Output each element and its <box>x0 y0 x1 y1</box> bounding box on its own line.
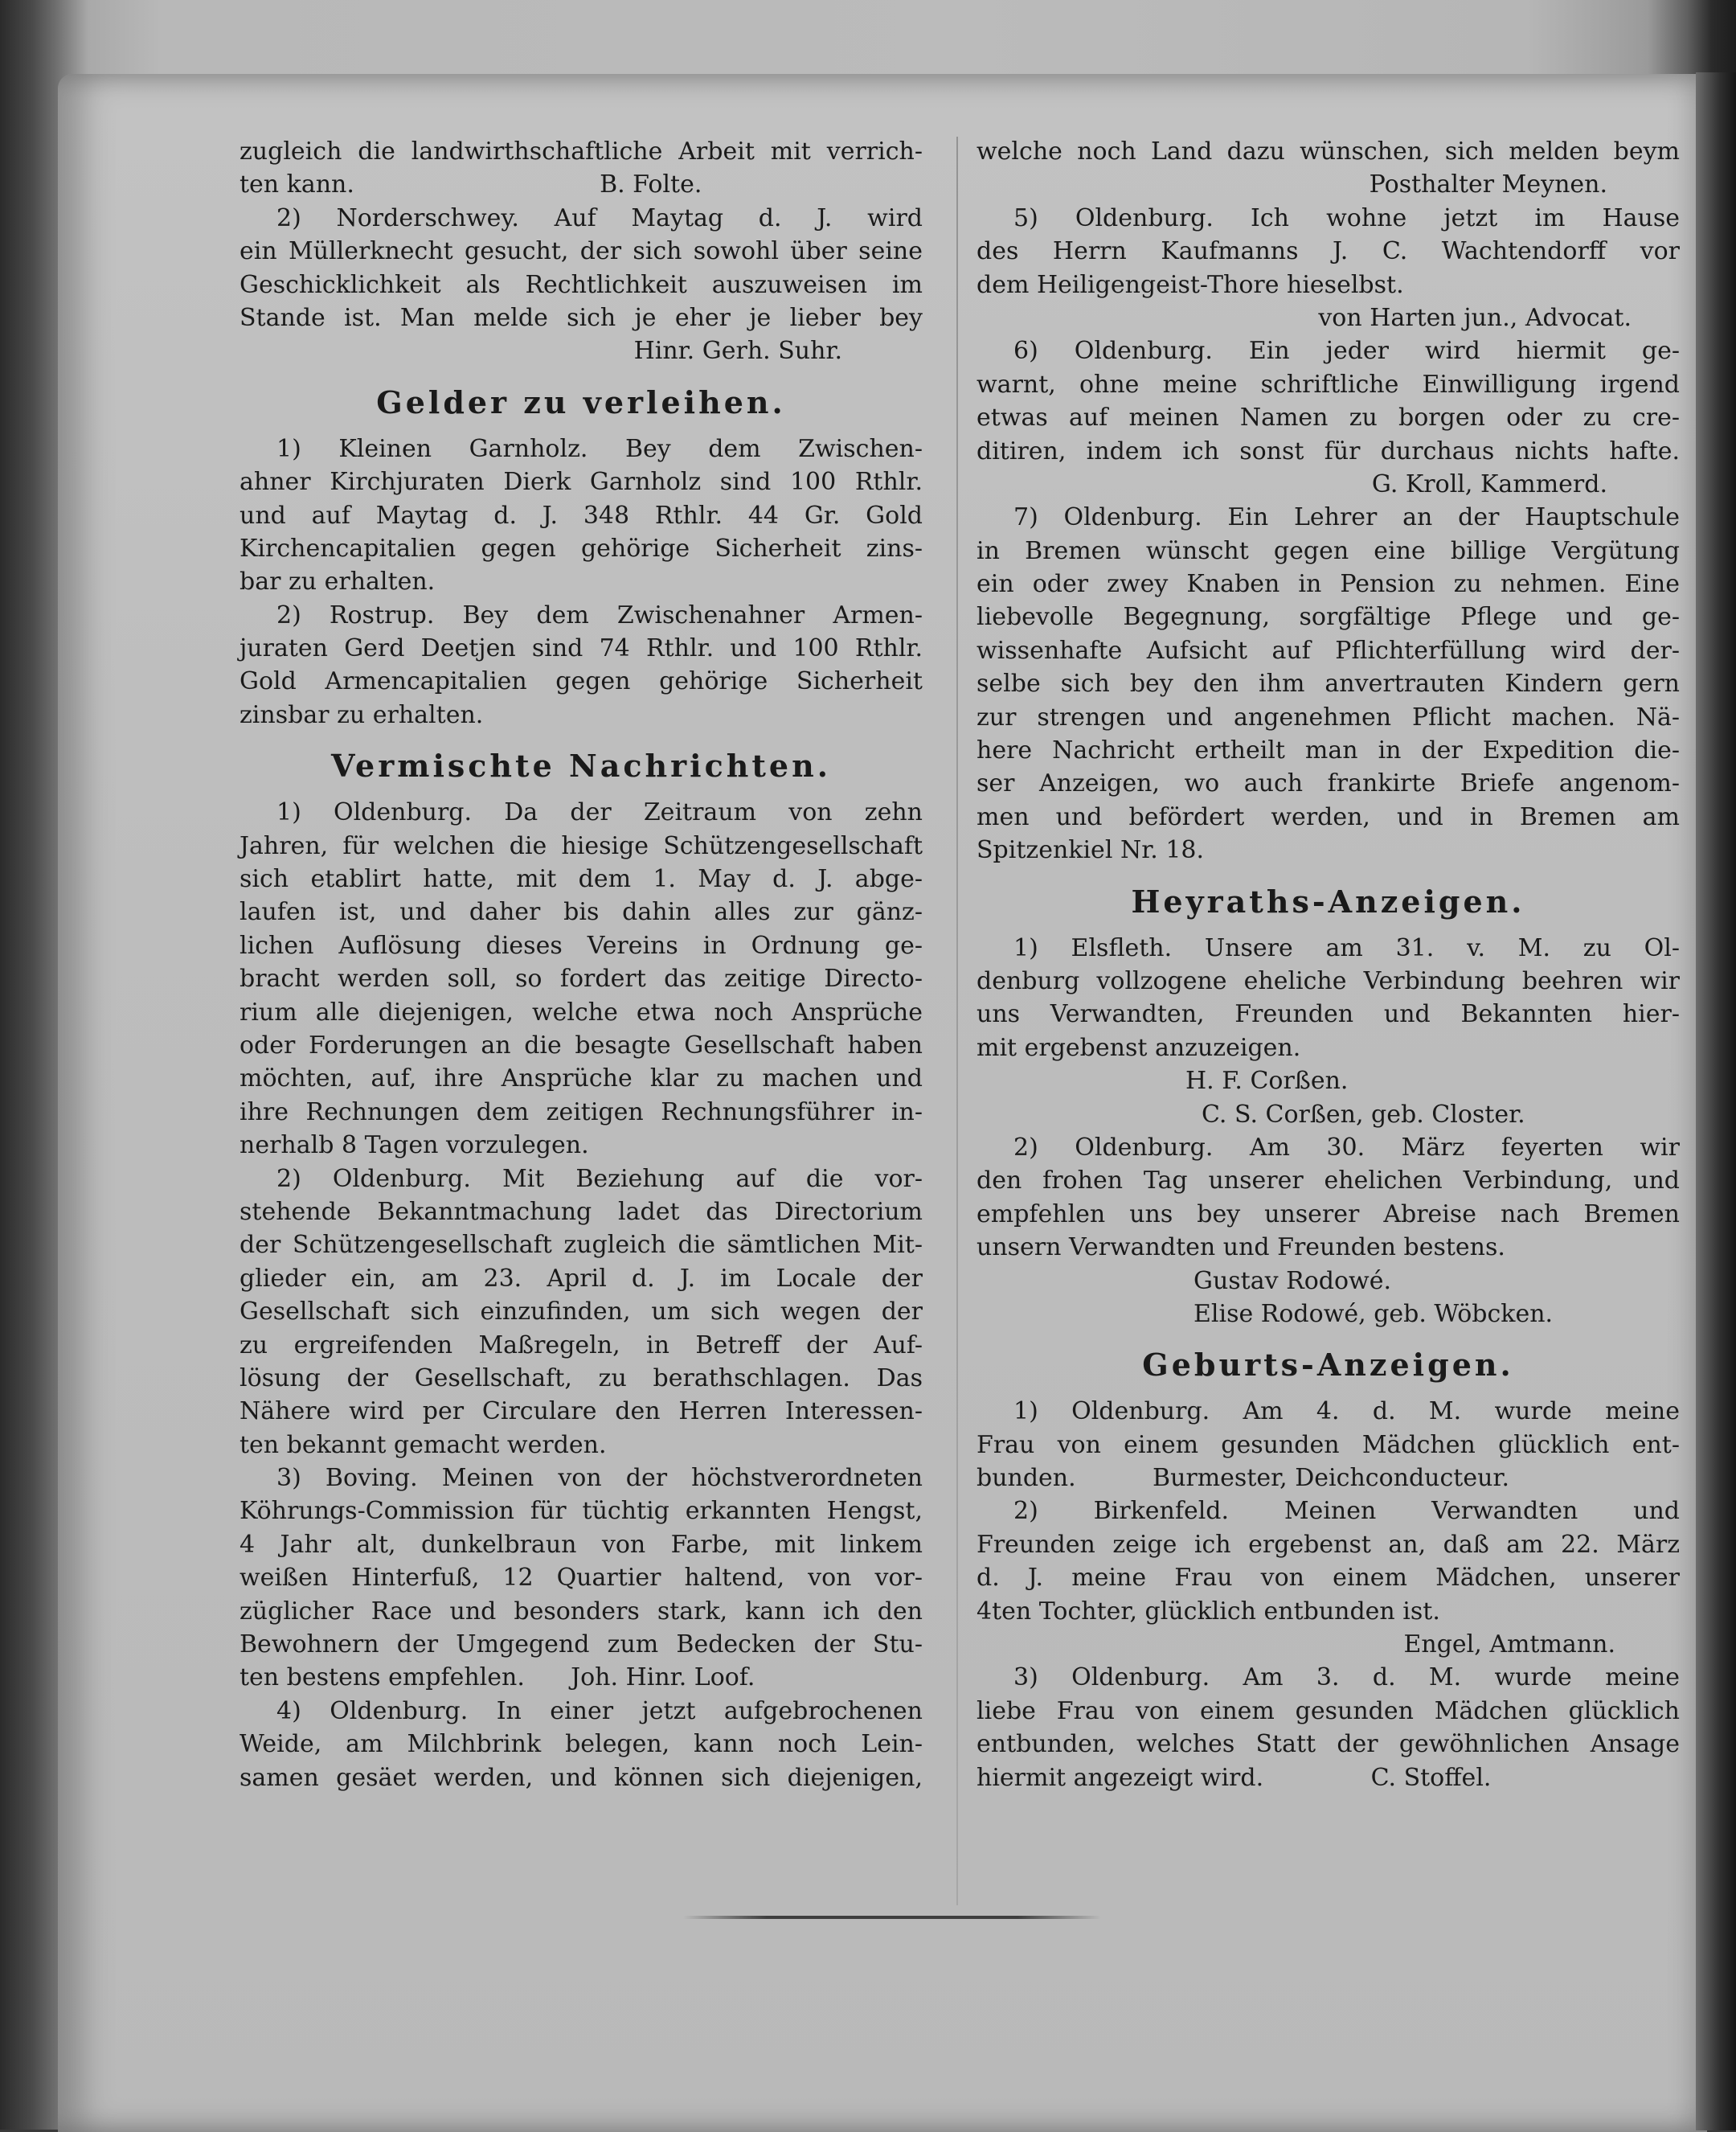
text-line: welche noch Land dazu wünschen, sich melden beym <box>976 137 1680 166</box>
text-line: ihre Rechnungen dem zeitigen Rechnungsführer in- <box>240 1097 923 1126</box>
text-line: entbunden, welches Statt der gewöhnlichen Ansage <box>976 1730 1680 1759</box>
text-line: etwas auf meinen Namen zu borgen oder zu cre- <box>976 404 1680 433</box>
text-line: züglicher Race und besonders stark, kann ich den <box>240 1597 923 1626</box>
text-line: lichen Auflösung dieses Vereins in Ordnung ge- <box>240 931 923 960</box>
text-line: rium alle diejenigen, welche etwa noch Ansprüche <box>240 998 923 1027</box>
text-line: Köhrungs-Commission für tüchtig erkannten Hengst, <box>240 1497 923 1526</box>
text-line: 1) Kleinen Garnholz. Bey dem Zwischen- <box>276 434 923 463</box>
text-line: d. J. meine Frau von einem Mädchen, unserer <box>976 1564 1680 1593</box>
text-line: ahner Kirchjuraten Dierk Garnholz sind 100 Rthlr. <box>240 468 923 497</box>
text-line: 3) Oldenburg. Am 3. d. M. wurde meine <box>1013 1663 1680 1692</box>
text-line: samen gesäet werden, und können sich diejenigen, <box>240 1763 923 1792</box>
text-line: wissenhafte Aufsicht auf Pflichterfüllung wird der- <box>976 636 1680 665</box>
text-line: glieder ein, am 23. April d. J. im Locale der <box>240 1264 923 1293</box>
text-line: hiermit angezeigt wird. C. Stoffel. <box>976 1763 1492 1792</box>
text-line: weißen Hinterfuß, 12 Quartier haltend, von vor- <box>240 1564 923 1593</box>
text-line: bunden. Burmester, Deichconducteur. <box>976 1464 1510 1493</box>
signature-line: G. Kroll, Kammerd. <box>1371 469 1607 498</box>
section-heading-vermischte: Vermischte Nachrichten. <box>331 748 831 785</box>
text-line: 2) Oldenburg. Mit Beziehung auf die vor- <box>276 1164 923 1193</box>
text-line: 1) Oldenburg. Am 4. d. M. wurde meine <box>1013 1397 1680 1426</box>
signature-line: Gustav Rodowé. <box>1194 1266 1391 1295</box>
text-line: 2) Rostrup. Bey dem Zwischenahner Armen- <box>276 601 923 629</box>
text-line: here Nachricht ertheilt man in der Expedition die- <box>976 736 1680 765</box>
text-line: uns Verwandten, Freunden und Bekannten hier- <box>976 1000 1680 1029</box>
signature-line: H. F. Corßen. <box>1185 1067 1349 1096</box>
text-line: Gold Armencapitalien gegen gehörige Sicherheit <box>240 667 923 696</box>
text-line: 3) Boving. Meinen von der höchstverordneten <box>276 1464 923 1493</box>
text-line: und auf Maytag d. J. 348 Rthlr. 44 Gr. Gold <box>240 501 923 530</box>
text-line: ein Müllerknecht gesucht, der sich sowohl über seine <box>240 237 923 266</box>
text-line: bar zu erhalten. <box>240 568 436 597</box>
text-line: Kirchencapitalien gegen gehörige Sicherheit zins- <box>240 534 923 563</box>
text-line: der Schützengesellschaft zugleich die sämtlichen Mit- <box>240 1231 923 1260</box>
text-line: Geschicklichkeit als Rechtlichkeit auszuweisen im <box>240 270 923 299</box>
text-line: oder Forderungen an die besagte Gesellschaft haben <box>240 1031 923 1060</box>
text-line: in Bremen wünscht gegen eine billige Vergütung <box>976 536 1680 565</box>
text-line: dem Heiligengeist-Thore hieselbst. <box>976 270 1404 299</box>
text-line: zur strengen und angenehmen Pflicht machen. Nä- <box>976 703 1680 732</box>
text-line: laufen ist, und daher bis dahin alles zur gänz- <box>240 898 923 927</box>
text-line: zugleich die landwirthschaftliche Arbeit mit verrich- <box>240 137 923 166</box>
text-line: ten bekannt gemacht werden. <box>240 1430 607 1459</box>
text-line: liebevolle Begegnung, sorgfältige Pflege und ge- <box>976 603 1680 632</box>
section-heading-geburts: Geburts-Anzeigen. <box>1142 1347 1514 1384</box>
signature-line: Posthalter Meynen. <box>1369 170 1607 199</box>
text-line: ditiren, indem ich sonst für durchaus nichts hafte. <box>976 437 1680 465</box>
end-rule-divider <box>683 1916 1101 1919</box>
text-line: mit ergebenst anzuzeigen. <box>976 1033 1301 1062</box>
text-line: des Herrn Kaufmanns J. C. Wachtendorff vor <box>976 237 1680 266</box>
text-line: Bewohnern der Umgegend zum Bedecken der Stu- <box>240 1630 923 1659</box>
text-line: Gesellschaft sich einzufinden, um sich wegen der <box>240 1298 923 1326</box>
text-line: 2) Oldenburg. Am 30. März feyerten wir <box>1013 1133 1680 1162</box>
signature-line: C. S. Corßen, geb. Closter. <box>1202 1100 1525 1129</box>
column-divider <box>956 137 958 1905</box>
text-line: stehende Bekanntmachung ladet das Directorium <box>240 1197 923 1226</box>
text-line: juraten Gerd Deetjen sind 74 Rthlr. und 100 Rthlr. <box>240 634 923 663</box>
text-line: ten kann. B. Folte. <box>240 170 702 199</box>
text-line: 2) Norderschwey. Auf Maytag d. J. wird <box>276 203 923 232</box>
text-line: lösung der Gesellschaft, zu berathschlagen. Das <box>240 1363 923 1392</box>
text-line: zinsbar zu erhalten. <box>240 700 484 729</box>
text-line: Weide, am Milchbrink belegen, kann noch Lein- <box>240 1730 923 1759</box>
text-line: 4) Oldenburg. In einer jetzt aufgebrochenen <box>276 1696 923 1725</box>
text-line: sich etablirt hatte, mit dem 1. May d. J. abge- <box>240 865 923 894</box>
text-line: 1) Elsfleth. Unsere am 31. v. M. zu Ol- <box>1013 933 1680 962</box>
text-line: 1) Oldenburg. Da der Zeitraum von zehn <box>276 798 923 827</box>
text-line: 2) Birkenfeld. Meinen Verwandten und <box>1013 1497 1680 1526</box>
text-line: nerhalb 8 Tagen vorzulegen. <box>240 1131 589 1160</box>
signature-line: von Harten jun., Advocat. <box>1318 303 1632 332</box>
text-line: 6) Oldenburg. Ein jeder wird hiermit ge- <box>1013 337 1680 366</box>
text-line: Stande ist. Man melde sich je eher je lieber bey <box>240 303 923 332</box>
text-line: Nähere wird per Circulare den Herren Interessen- <box>240 1397 923 1426</box>
text-line: 5) Oldenburg. Ich wohne jetzt im Hause <box>1013 203 1680 232</box>
text-line: Frau von einem gesunden Mädchen glücklich ent- <box>976 1430 1680 1459</box>
signature-line: Elise Rodowé, geb. Wöbcken. <box>1194 1299 1554 1328</box>
text-line: bracht werden soll, so fordert das zeitige Directo- <box>240 965 923 994</box>
text-line: denburg vollzogene eheliche Verbindung beehren wir <box>976 966 1680 995</box>
text-line: 4 Jahr alt, dunkelbraun von Farbe, mit linkem <box>240 1530 923 1559</box>
text-line: liebe Frau von einem gesunden Mädchen glücklich <box>976 1696 1680 1725</box>
text-line: ser Anzeigen, wo auch frankirte Briefe angenom- <box>976 769 1680 798</box>
text-line: Spitzenkiel Nr. 18. <box>976 836 1205 865</box>
text-line: ten bestens empfehlen. Joh. Hinr. Loof. <box>240 1663 755 1692</box>
page-gutter-shadow <box>1696 72 1736 2130</box>
text-line: möchten, auf, ihre Ansprüche klar zu machen und <box>240 1064 923 1093</box>
section-heading-heyraths: Heyraths-Anzeigen. <box>1131 883 1525 920</box>
left-column <box>240 135 923 1794</box>
signature-line: Hinr. Gerh. Suhr. <box>633 337 842 366</box>
text-line: empfehlen uns bey unserer Abreise nach Bremen <box>976 1199 1680 1228</box>
text-line: 4ten Tochter, glücklich entbunden ist. <box>976 1597 1440 1626</box>
text-line: warnt, ohne meine schriftliche Einwilligung irgend <box>976 370 1680 399</box>
right-column <box>976 135 1680 1794</box>
text-line: 7) Oldenburg. Ein Lehrer an der Hauptschule <box>1013 503 1680 532</box>
text-line: ein oder zwey Knaben in Pension zu nehmen. Eine <box>976 570 1680 599</box>
text-line: selbe sich bey den ihm anvertrauten Kindern gern <box>976 670 1680 699</box>
text-line: Freunden zeige ich ergebenst an, daß am 22. März <box>976 1530 1680 1559</box>
text-line: den frohen Tag unserer ehelichen Verbindung, und <box>976 1166 1680 1195</box>
text-line: unsern Verwandten und Freunden bestens. <box>976 1233 1505 1262</box>
section-heading-gelder: Gelder zu verleihen. <box>376 383 786 420</box>
text-line: men und befördert werden, und in Bremen am <box>976 802 1680 831</box>
signature-line: Engel, Amtmann. <box>1403 1630 1615 1659</box>
text-line: zu ergreifenden Maßregeln, in Betreff der Auf- <box>240 1330 923 1359</box>
text-line: Jahren, für welchen die hiesige Schützengesellschaft <box>240 831 923 860</box>
